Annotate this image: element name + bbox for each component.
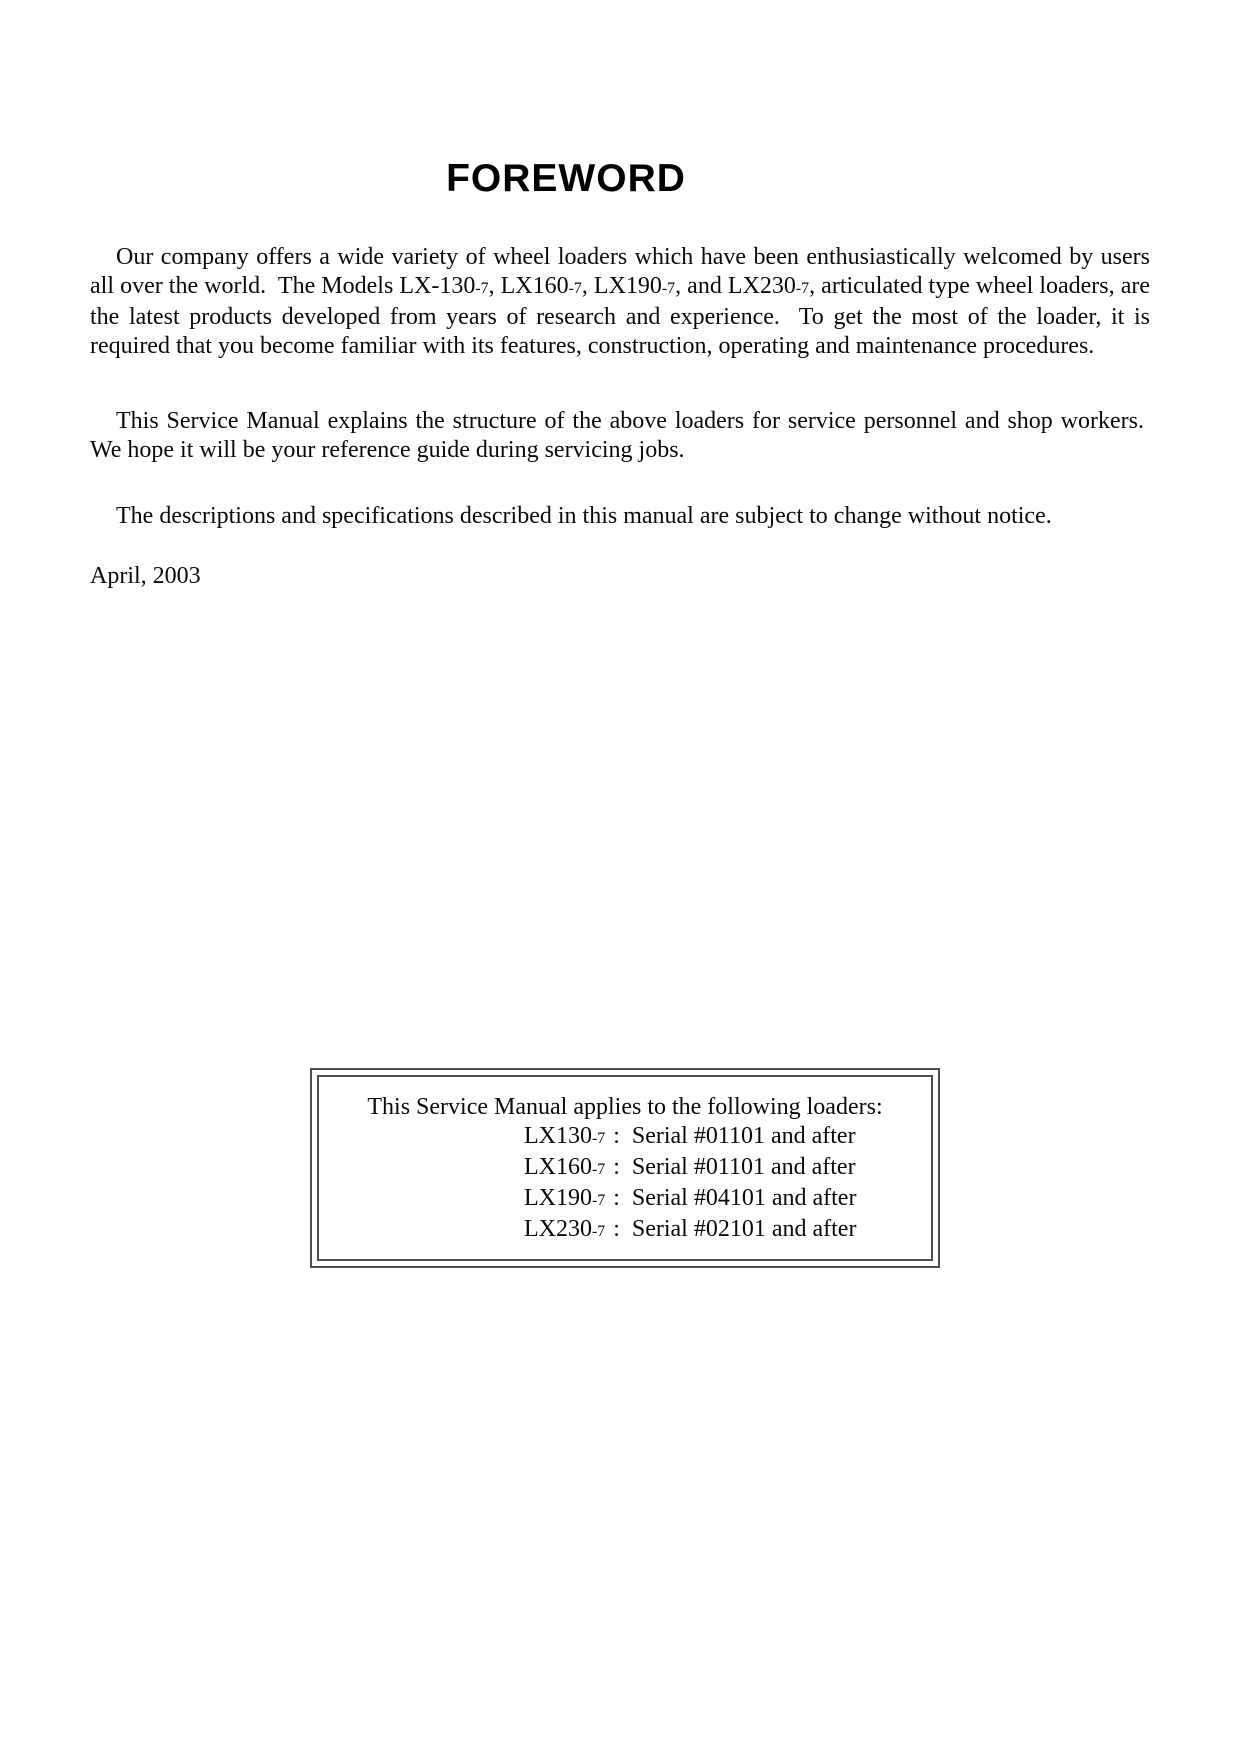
model-row [524,1184,931,1215]
body-paragraphs [90,243,1150,531]
model-name: LX230 [524,1216,592,1242]
model-name-group [524,1122,605,1153]
model-name: LX190 [524,1185,592,1211]
paragraph [90,407,1150,465]
model-name-group [524,1215,605,1246]
model-name: LX130 [524,1123,592,1149]
model-suffix: -7 [661,280,676,297]
model-serial: Serial #04101 and after [631,1185,857,1211]
model-colon: : [613,1185,620,1211]
model-row [524,1122,931,1153]
paragraph-text: , and LX230 [675,273,796,299]
paragraph-text: , LX160 [488,273,569,299]
model-colon: : [613,1154,620,1180]
paragraph-text: The descriptions and specifications described in this manual are subject to change without notice. [116,503,1052,529]
notice-heading: This Service Manual applies to the following loaders: [367,1094,883,1120]
model-suffix: -7 [475,280,489,297]
page-title: FOREWORD [446,157,686,200]
model-row [524,1153,931,1184]
model-name-group [524,1184,605,1215]
paragraph-text: , articulated type wheel loaders, are the latest products developed from years of research and experience. To get the most of the loader, it is required that you become familiar with its features, construction, operating and maintenance procedures. [90,273,1150,359]
model-name: LX160 [524,1154,592,1180]
model-suffix: -7 [592,1192,606,1209]
date-line: April, 2003 [90,563,201,589]
paragraph [90,243,1150,361]
paragraph-text: This Service Manual explains the structure of the above loaders for service personnel and shop workers. We hope it will be your reference guide during servicing jobs. [90,408,1150,463]
paragraph-text: Our company offers a wide variety of wheel loaders which have been enthusiastically welcomed by users all over the world. The Models LX-130 [90,244,1150,299]
model-name-group [524,1153,605,1184]
model-row [524,1215,931,1246]
model-suffix: -7 [592,1223,606,1240]
model-suffix: -7 [795,280,810,297]
notice-box-inner [317,1075,933,1261]
model-colon: : [613,1123,620,1149]
body-content [90,243,1150,591]
model-serial: Serial #02101 and after [631,1216,857,1242]
notice-box [310,1068,940,1268]
model-suffix: -7 [592,1161,606,1178]
paragraph [90,502,1150,531]
model-suffix: -7 [592,1130,606,1147]
paragraph-text: , LX190 [581,273,662,299]
model-colon: : [613,1216,620,1242]
model-suffix: -7 [568,280,582,297]
model-list [524,1122,931,1246]
model-serial: Serial #01101 and after [631,1123,856,1149]
model-serial: Serial #01101 and after [631,1154,856,1180]
